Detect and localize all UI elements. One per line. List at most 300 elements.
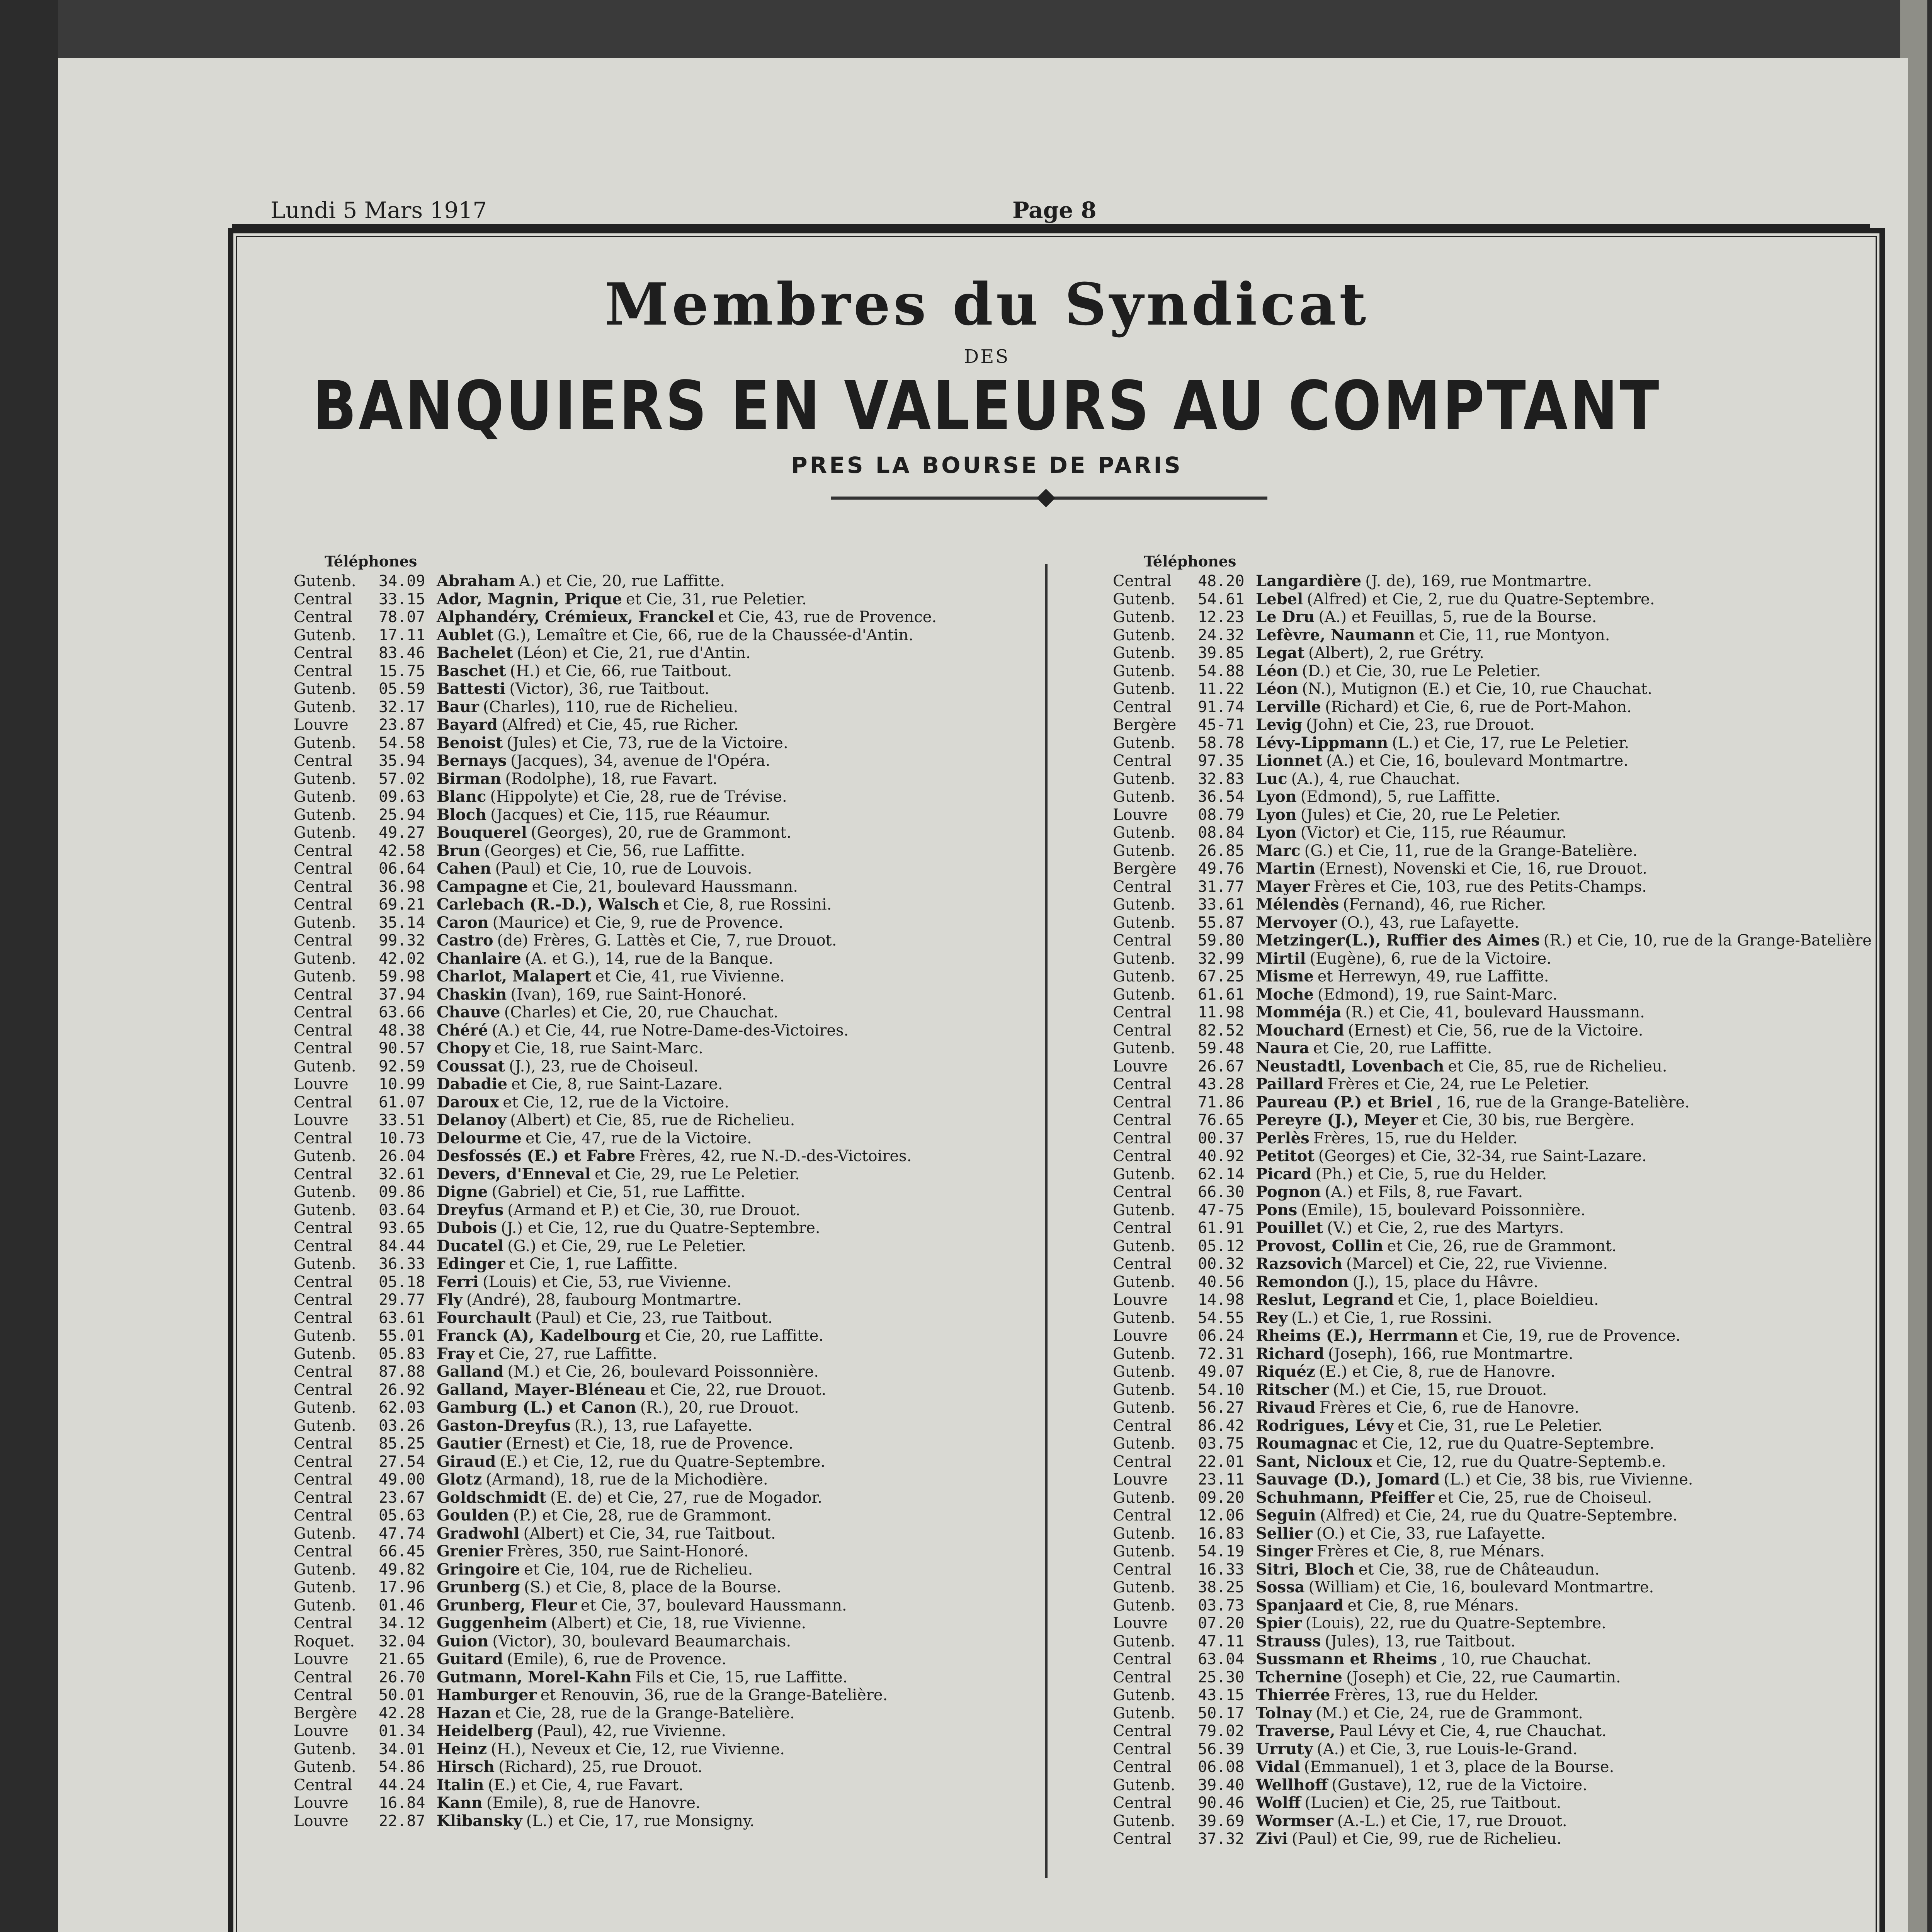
phone-number: 93.65: [379, 1219, 425, 1237]
member-address: (O.) et Cie, 33, rue Lafayette.: [1316, 1524, 1546, 1543]
exchange-label: Central: [1113, 1003, 1172, 1021]
member-row: [294, 1776, 937, 1794]
member-address: (E. de) et Cie, 27, rue de Mogador.: [550, 1488, 822, 1507]
phone-number: 32.61: [379, 1165, 425, 1183]
member-name: Gautier: [437, 1434, 502, 1452]
exchange-label: Gutenb.: [1113, 968, 1175, 985]
member-row: [1113, 1686, 1872, 1704]
member-address: (Louis), 22, rue du Quatre-Septembre.: [1305, 1614, 1606, 1632]
member-name: Chaskin: [437, 985, 507, 1003]
member-row: [294, 734, 937, 752]
member-row: [294, 1255, 937, 1273]
member-name: Guitard: [437, 1650, 503, 1668]
exchange-label: Central: [294, 932, 352, 949]
member-row: [294, 1075, 937, 1094]
member-name: Lyon: [1256, 823, 1297, 842]
member-row: [294, 1273, 937, 1291]
member-row: [1113, 1614, 1872, 1633]
phone-number: 33.51: [379, 1111, 425, 1129]
member-address: (A.) et Cie, 16, boulevard Montmartre.: [1326, 752, 1629, 770]
member-address: Frères et Cie, 6, rue de Hanovre.: [1319, 1399, 1580, 1417]
member-address: (Gustave), 12, rue de la Victoire.: [1332, 1776, 1587, 1794]
member-address: et Cie, 22, rue Drouot.: [650, 1381, 827, 1399]
header-date: Lundi 5 Mars 1917: [270, 197, 487, 223]
member-address: (Armand et P.) et Cie, 30, rue Drouot.: [507, 1201, 801, 1219]
exchange-label: Gutenb.: [294, 1524, 356, 1543]
member-name: Lyon: [1256, 805, 1297, 824]
member-row: [1113, 1399, 1872, 1417]
member-name: Wolff: [1256, 1794, 1301, 1812]
member-address: (Emmanuel), 1 et 3, place de la Bourse.: [1304, 1758, 1614, 1776]
phone-number: 26.04: [379, 1147, 425, 1165]
member-row: [1113, 1740, 1872, 1759]
member-name: Vidal: [1256, 1758, 1300, 1776]
exchange-label: Gutenb.: [1113, 590, 1175, 608]
phone-number: 23.67: [379, 1488, 425, 1507]
exchange-label: Central: [294, 1273, 352, 1291]
exchange-label: Central: [294, 842, 352, 860]
member-name: Remondon: [1256, 1272, 1349, 1291]
member-address: (Jules), 13, rue Taitbout.: [1325, 1632, 1516, 1650]
telephones-header: Téléphones: [1144, 553, 1236, 570]
member-name: Martin: [1256, 859, 1316, 878]
exchange-label: Central: [1113, 1183, 1172, 1201]
member-address: et Cie, 37, boulevard Haussmann.: [580, 1596, 847, 1614]
member-name: Sussmann et Rheims: [1256, 1650, 1437, 1668]
member-name: Guggenheim: [437, 1614, 547, 1632]
member-address: et Cie, 47, rue de la Victoire.: [525, 1129, 752, 1147]
member-name: Grunberg, Fleur: [437, 1596, 577, 1614]
phone-number: 08.84: [1198, 824, 1245, 842]
member-address: (S.) et Cie, 8, place de la Bourse.: [524, 1578, 781, 1596]
member-row: [1113, 698, 1872, 716]
exchange-label: Louvre: [1113, 1057, 1168, 1075]
phone-number: 63.04: [1198, 1650, 1245, 1668]
member-row: [1113, 590, 1872, 609]
member-row: [294, 1489, 937, 1507]
phone-number: 01.34: [379, 1722, 425, 1740]
member-address: (A.) et Fils, 8, rue Favart.: [1325, 1183, 1523, 1201]
member-row: [1113, 1722, 1872, 1740]
exchange-label: Gutenb.: [1113, 770, 1175, 788]
member-name: Schuhmann, Pfeiffer: [1256, 1488, 1435, 1507]
phone-number: 05.83: [379, 1345, 425, 1363]
exchange-label: Gutenb.: [294, 1147, 356, 1165]
member-address: et Cie, 11, rue Montyon.: [1418, 626, 1610, 644]
member-name: Bloch: [437, 805, 487, 824]
member-row: [294, 1471, 937, 1489]
exchange-label: Roquet.: [294, 1632, 355, 1650]
member-name: Dubois: [437, 1219, 497, 1237]
member-address: Paul Lévy et Cie, 4, rue Chauchat.: [1339, 1722, 1607, 1740]
member-address: (Jacques), 34, avenue de l'Opéra.: [510, 752, 770, 770]
exchange-label: Gutenb.: [1113, 1524, 1175, 1543]
phone-number: 17.96: [379, 1578, 425, 1596]
member-row: [1113, 1363, 1872, 1381]
member-address: et Cie, 43, rue de Provence.: [718, 608, 937, 626]
member-row: [294, 1147, 937, 1165]
member-address: Frères et Cie, 103, rue des Petits-Champs.: [1313, 878, 1647, 896]
phone-number: 58.78: [1198, 734, 1245, 752]
member-address: (Maurice) et Cie, 9, rue de Provence.: [492, 913, 784, 932]
member-address: et Cie, 31, rue Peletier.: [626, 590, 807, 608]
member-address: (Rodolphe), 18, rue Favart.: [505, 770, 718, 788]
member-address: (Richard), 25, rue Drouot.: [498, 1758, 702, 1776]
exchange-label: Gutenb.: [1113, 1578, 1175, 1596]
phone-number: 09.63: [379, 788, 425, 806]
member-name: Wellhoff: [1256, 1776, 1328, 1794]
phone-number: 91.74: [1198, 698, 1245, 716]
member-row: [294, 1633, 937, 1651]
exchange-label: Gutenb.: [1113, 842, 1175, 860]
member-name: Goulden: [437, 1506, 509, 1524]
phone-number: 90.46: [1198, 1794, 1245, 1812]
members-right-column: [1113, 553, 1872, 1848]
phone-number: 14.98: [1198, 1291, 1245, 1309]
exchange-label: Gutenb.: [1113, 1704, 1175, 1722]
member-address: et Cie, 26, rue de Grammont.: [1387, 1237, 1617, 1255]
exchange-label: Gutenb.: [1113, 1686, 1175, 1704]
member-address: (N.), Mutignon (E.) et Cie, 10, rue Chauchat.: [1302, 680, 1652, 698]
member-row: [1113, 1489, 1872, 1507]
member-address: et Cie, 1, rue Laffitte.: [509, 1255, 678, 1273]
member-row: [1113, 1776, 1872, 1794]
exchange-label: Louvre: [294, 1075, 349, 1093]
member-name: Marc: [1256, 841, 1301, 860]
exchange-label: Louvre: [294, 1722, 349, 1740]
member-name: Mélendès: [1256, 895, 1339, 913]
member-name: Daroux: [437, 1093, 499, 1111]
member-row: [294, 1327, 937, 1345]
member-name: Pouillet: [1256, 1219, 1323, 1237]
member-address: (Emile), 15, boulevard Poissonnière.: [1301, 1201, 1586, 1219]
member-name: Paureau (P.) et Briel: [1256, 1093, 1433, 1111]
phone-number: 27.54: [379, 1452, 425, 1471]
member-address: Fils et Cie, 15, rue Laffitte.: [635, 1668, 848, 1686]
member-row: [1113, 842, 1872, 860]
member-name: Ador, Magnin, Prique: [437, 590, 622, 608]
member-name: Grenier: [437, 1542, 503, 1560]
member-name: Wormser: [1256, 1811, 1333, 1830]
exchange-label: Gutenb.: [1113, 1201, 1175, 1219]
member-row: [294, 1165, 937, 1184]
member-address: , 16, rue de la Grange-Batelière.: [1436, 1093, 1690, 1111]
member-address: (L.) et Cie, 1, rue Rossini.: [1291, 1309, 1492, 1327]
exchange-label: Central: [294, 1363, 352, 1381]
member-row: [294, 626, 937, 645]
member-row: [1113, 1058, 1872, 1076]
member-address: (Lucien) et Cie, 25, rue Taitbout.: [1304, 1794, 1561, 1812]
member-row: [1113, 1543, 1872, 1561]
phone-number: 56.27: [1198, 1399, 1245, 1417]
phone-number: 59.48: [1198, 1039, 1245, 1057]
exchange-label: Central: [294, 878, 352, 896]
member-address: et Cie, 85, rue de Richelieu.: [1448, 1057, 1667, 1075]
member-row: [294, 914, 937, 932]
member-name: Coussat: [437, 1057, 505, 1075]
member-name: Fray: [437, 1344, 474, 1363]
exchange-label: Central: [294, 1507, 352, 1524]
phone-number: 84.44: [379, 1237, 425, 1255]
member-address: (Georges) et Cie, 56, rue Laffitte.: [484, 842, 745, 860]
member-name: Guion: [437, 1632, 489, 1650]
phone-number: 35.14: [379, 913, 425, 932]
exchange-label: Central: [1113, 572, 1172, 590]
member-address: (E.) et Cie, 8, rue de Hanovre.: [1319, 1363, 1556, 1381]
exchange-label: Gutenb.: [1113, 608, 1175, 626]
member-address: (M.) et Cie, 24, rue de Grammont.: [1316, 1704, 1583, 1722]
member-name: Kann: [437, 1794, 483, 1812]
phone-number: 40.56: [1198, 1273, 1245, 1291]
phone-number: 82.52: [1198, 1021, 1245, 1039]
exchange-label: Gutenb.: [294, 1345, 356, 1363]
member-address: et Cie, 31, rue Le Peletier.: [1398, 1417, 1603, 1435]
member-name: Seguin: [1256, 1506, 1316, 1524]
member-address: (M.) et Cie, 26, boulevard Poissonnière.: [507, 1363, 819, 1381]
member-row: [1113, 1129, 1872, 1148]
member-row: [294, 1039, 937, 1058]
exchange-label: Central: [1113, 698, 1172, 716]
member-name: Naura: [1256, 1039, 1310, 1057]
phone-number: 55.01: [379, 1327, 425, 1345]
member-row: [1113, 1003, 1872, 1022]
exchange-label: Gutenb.: [294, 1560, 356, 1578]
exchange-label: Central: [1113, 1417, 1172, 1435]
exchange-label: Gutenb.: [1113, 985, 1175, 1003]
exchange-label: Louvre: [294, 716, 349, 734]
member-address: et Cie, 12, rue de la Victoire.: [503, 1093, 730, 1111]
member-name: Cahen: [437, 859, 492, 878]
exchange-label: Gutenb.: [1113, 824, 1175, 842]
exchange-label: Central: [294, 662, 352, 680]
member-address: A.) et Cie, 20, rue Laffitte.: [519, 572, 725, 590]
exchange-label: Central: [294, 1021, 352, 1039]
member-name: Paillard: [1256, 1075, 1324, 1093]
phone-number: 49.82: [379, 1560, 425, 1578]
phone-number: 37.94: [379, 985, 425, 1003]
member-address: (Albert), 2, rue Grétry.: [1308, 644, 1484, 662]
member-name: Delourme: [437, 1129, 522, 1147]
member-row: [294, 842, 937, 860]
member-address: et Cie, 104, rue de Richelieu.: [524, 1560, 753, 1578]
phone-number: 22.01: [1198, 1452, 1245, 1471]
member-name: Goldschmidt: [437, 1488, 546, 1507]
member-address: (J.) et Cie, 12, rue du Quatre-Septembre.: [501, 1219, 820, 1237]
member-row: [294, 608, 937, 626]
member-name: Tchernine: [1256, 1668, 1342, 1686]
member-address: Frères et Cie, 8, rue Ménars.: [1316, 1543, 1545, 1560]
member-address: (P.) et Cie, 28, rue de Grammont.: [513, 1507, 772, 1524]
exchange-label: Gutenb.: [1113, 1381, 1175, 1399]
phone-number: 59.80: [1198, 932, 1245, 949]
member-name: Traverse,: [1256, 1722, 1335, 1740]
exchange-label: Bergère: [294, 1704, 357, 1722]
member-name: Sellier: [1256, 1524, 1313, 1543]
exchange-label: Gutenb.: [1113, 896, 1175, 913]
member-name: Provost, Collin: [1256, 1236, 1383, 1255]
member-row: [294, 644, 937, 662]
member-address: (G.), Lemaître et Cie, 66, rue de la Chaussée-d'Antin.: [497, 626, 913, 644]
member-address: (Albert) et Cie, 34, rue Taitbout.: [523, 1524, 776, 1543]
exchange-label: Central: [294, 1165, 352, 1183]
member-name: Spanjaard: [1256, 1596, 1344, 1614]
member-row: [294, 1507, 937, 1525]
member-row: [294, 1722, 937, 1740]
phone-number: 62.03: [379, 1399, 425, 1417]
exchange-label: Gutenb.: [294, 626, 356, 644]
member-address: et Cie, 38, rue de Châteaudun.: [1358, 1560, 1600, 1578]
member-row: [294, 1417, 937, 1435]
exchange-label: Gutenb.: [294, 913, 356, 932]
phone-number: 79.02: [1198, 1722, 1245, 1740]
member-name: Ritscher: [1256, 1380, 1329, 1399]
exchange-label: Central: [294, 644, 352, 662]
phone-number: 49.76: [1198, 860, 1245, 878]
member-address: (M.) et Cie, 15, rue Drouot.: [1333, 1381, 1547, 1399]
member-row: [294, 986, 937, 1004]
member-name: Heinz: [437, 1740, 487, 1758]
exchange-label: Central: [294, 860, 352, 878]
member-name: Mervoyer: [1256, 913, 1337, 932]
phone-number: 24.32: [1198, 626, 1245, 644]
member-row: [1113, 572, 1872, 590]
member-name: Birman: [437, 769, 502, 788]
exchange-label: Central: [1113, 752, 1172, 770]
phone-number: 39.85: [1198, 644, 1245, 662]
member-row: [294, 1543, 937, 1561]
exchange-label: Gutenb.: [294, 1399, 356, 1417]
exchange-label: Gutenb.: [294, 949, 356, 968]
exchange-label: Central: [1113, 1722, 1172, 1740]
member-row: [294, 950, 937, 968]
member-row: [294, 932, 937, 950]
exchange-label: Gutenb.: [1113, 1237, 1175, 1255]
exchange-label: Gutenb.: [1113, 1039, 1175, 1057]
member-name: Roumagnac: [1256, 1434, 1358, 1452]
member-row: [294, 770, 937, 788]
member-row: [294, 1686, 937, 1704]
exchange-label: Gutenb.: [294, 1255, 356, 1273]
member-row: [1113, 1165, 1872, 1184]
exchange-label: Central: [294, 1093, 352, 1111]
member-name: Galland, Mayer-Bléneau: [437, 1380, 646, 1399]
member-name: Pereyre (J.), Meyer: [1256, 1111, 1418, 1129]
member-row: [1113, 644, 1872, 662]
member-name: Léon: [1256, 680, 1298, 698]
member-address: et Cie, 8, rue Saint-Lazare.: [511, 1075, 723, 1093]
exchange-label: Gutenb.: [294, 1758, 356, 1776]
phone-number: 59.98: [379, 968, 425, 985]
member-row: [1113, 968, 1872, 986]
member-address: (V.) et Cie, 2, rue des Martyrs.: [1327, 1219, 1564, 1237]
member-name: Le Dru: [1256, 608, 1315, 626]
member-address: (A.) et Cie, 3, rue Louis-le-Grand.: [1316, 1740, 1578, 1758]
member-row: [294, 1758, 937, 1776]
phone-number: 07.20: [1198, 1614, 1245, 1632]
member-name: Spier: [1256, 1614, 1302, 1632]
phone-number: 61.61: [1198, 985, 1245, 1003]
exchange-label: Louvre: [294, 1650, 349, 1668]
phone-number: 40.92: [1198, 1147, 1245, 1165]
member-name: Gaston-Dreyfus: [437, 1416, 571, 1435]
exchange-label: Gutenb.: [1113, 1165, 1175, 1183]
exchange-label: Central: [294, 1219, 352, 1237]
exchange-label: Gutenb.: [294, 1578, 356, 1596]
exchange-label: Central: [294, 1381, 352, 1399]
member-row: [1113, 1381, 1872, 1399]
member-name: Bachelet: [437, 644, 513, 662]
member-address: (R.), 13, rue Lafayette.: [574, 1417, 753, 1435]
member-name: Gamburg (L.) et Canon: [437, 1398, 636, 1417]
member-name: Hazan: [437, 1704, 492, 1722]
phone-number: 15.75: [379, 662, 425, 680]
phone-number: 61.91: [1198, 1219, 1245, 1237]
exchange-label: Gutenb.: [1113, 662, 1175, 680]
member-row: [294, 806, 937, 824]
member-name: Sitri, Bloch: [1256, 1560, 1355, 1578]
exchange-label: Gutenb.: [1113, 1399, 1175, 1417]
member-address: et Cie, 1, place Boieldieu.: [1398, 1291, 1599, 1309]
member-name: Chauve: [437, 1003, 500, 1021]
exchange-label: Central: [1113, 878, 1172, 896]
phone-number: 56.39: [1198, 1740, 1245, 1758]
member-row: [294, 1219, 937, 1237]
phone-number: 54.88: [1198, 662, 1245, 680]
member-name: Singer: [1256, 1542, 1313, 1560]
member-name: Sossa: [1256, 1578, 1305, 1596]
member-name: Pognon: [1256, 1183, 1321, 1201]
member-address: et Cie, 8, rue Rossini.: [663, 896, 832, 913]
phone-number: 49.00: [379, 1471, 425, 1488]
member-address: et Cie, 29, rue Le Peletier.: [594, 1165, 800, 1183]
member-row: [294, 1435, 937, 1453]
member-row: [1113, 1650, 1872, 1668]
exchange-label: Gutenb.: [294, 1057, 356, 1075]
phone-number: 05.12: [1198, 1237, 1245, 1255]
title-membres: Membres du Syndicat: [604, 270, 1369, 338]
member-address: (Jacques) et Cie, 115, rue Réaumur.: [490, 806, 770, 824]
phone-number: 34.12: [379, 1614, 425, 1632]
phone-number: 99.32: [379, 932, 425, 949]
member-row: [1113, 752, 1872, 770]
member-address: , 10, rue Chauchat.: [1441, 1650, 1592, 1668]
exchange-label: Gutenb.: [294, 1417, 356, 1435]
phone-number: 00.32: [1198, 1255, 1245, 1273]
member-row: [1113, 932, 1872, 950]
member-address: (Léon) et Cie, 21, rue d'Antin.: [517, 644, 751, 662]
member-row: [1113, 1830, 1872, 1848]
exchange-label: Central: [1113, 1758, 1172, 1776]
member-name: Carlebach (R.-D.), Walsch: [437, 895, 659, 913]
exchange-label: Central: [294, 985, 352, 1003]
member-address: (Ernest) et Cie, 18, rue de Provence.: [506, 1435, 794, 1452]
member-name: Pons: [1256, 1201, 1298, 1219]
member-name: Aublet: [437, 626, 494, 644]
member-row: [294, 1291, 937, 1309]
member-row: [294, 1704, 937, 1723]
exchange-label: Gutenb.: [294, 1740, 356, 1758]
phone-number: 63.61: [379, 1309, 425, 1327]
member-row: [1113, 1525, 1872, 1543]
member-row: [294, 1058, 937, 1076]
member-name: Glotz: [437, 1470, 482, 1488]
exchange-label: Gutenb.: [1113, 644, 1175, 662]
member-address: Frères et Cie, 24, rue Le Peletier.: [1327, 1075, 1589, 1093]
phone-number: 35.94: [379, 752, 425, 770]
phone-number: 49.07: [1198, 1363, 1245, 1381]
phone-number: 72.31: [1198, 1345, 1245, 1363]
member-row: [1113, 1111, 1872, 1129]
